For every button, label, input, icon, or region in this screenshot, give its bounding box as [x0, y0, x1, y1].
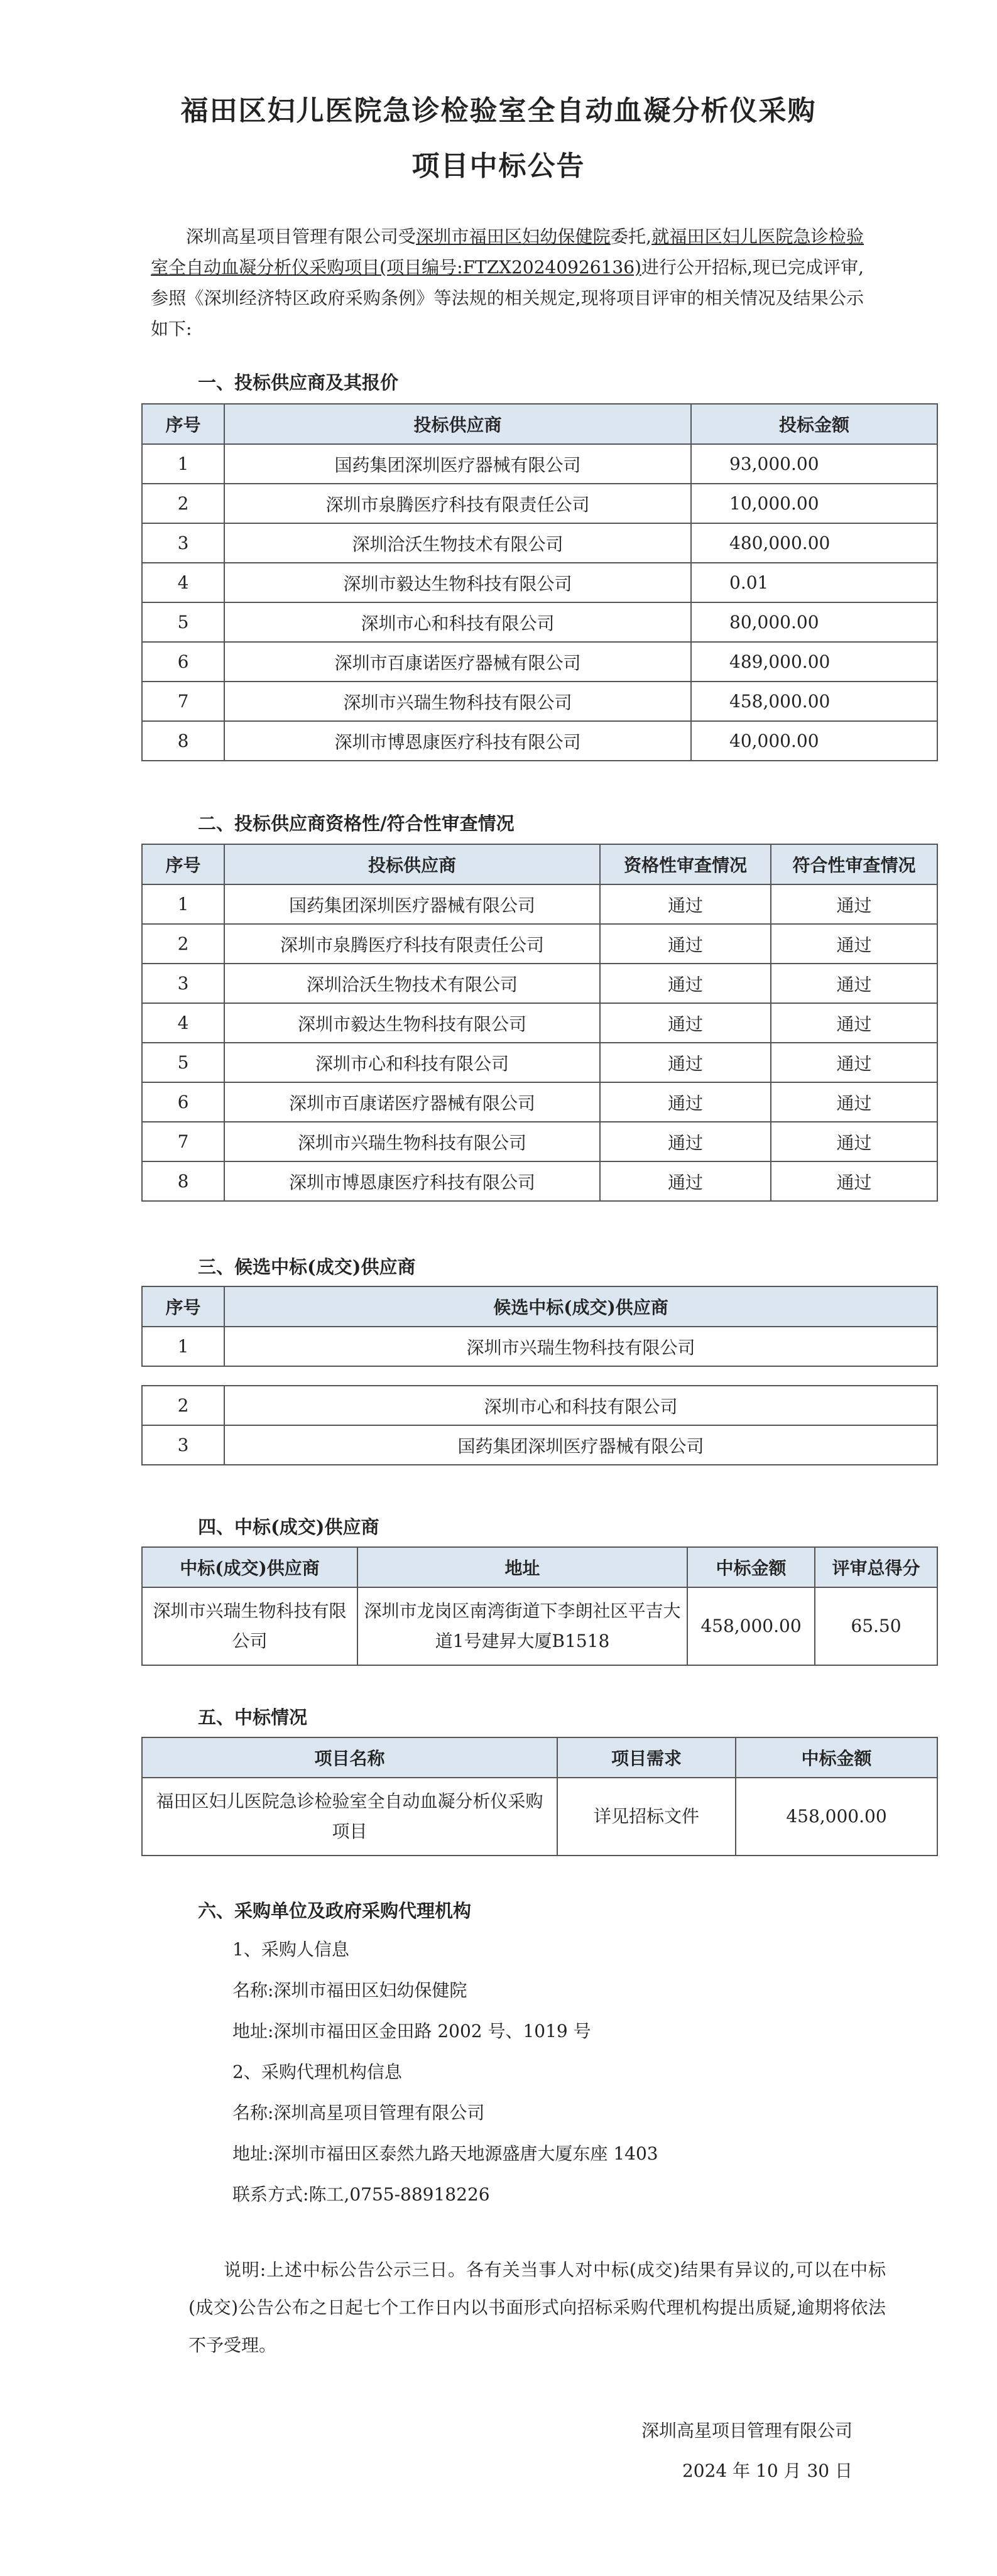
col-header-supplier: 投标供应商 — [224, 404, 691, 444]
table-header-row — [142, 1737, 937, 1778]
table-row — [142, 1386, 937, 1425]
cell-amount: 80,000.00 — [691, 602, 937, 642]
cell-compliance: 通过 — [771, 1161, 937, 1201]
cell-qualification: 通过 — [600, 884, 771, 924]
intro-paragraph — [151, 221, 864, 344]
col-header-requirement: 项目需求 — [557, 1737, 736, 1778]
cell-compliance: 通过 — [771, 1043, 937, 1082]
table-row — [142, 1778, 937, 1856]
table-row — [142, 1327, 937, 1366]
cell-amount: 40,000.00 — [691, 721, 937, 761]
col-header-project: 项目名称 — [142, 1737, 557, 1778]
table-row — [142, 1043, 937, 1082]
notice-remark: 说明:上述中标公告公示三日。各有关当事人对中标(成交)结果有异议的,可以在中标(成交)公告公布之日起七个工作日内以书面形式向招标采购代理机构提出质疑,逾期将依法不予受理。 — [188, 2259, 886, 2356]
cell-candidate: 国药集团深圳医疗器械有限公司 — [224, 1425, 937, 1465]
table-row — [142, 602, 937, 642]
cell-amount: 458,000.00 — [687, 1587, 815, 1665]
table-row — [142, 523, 937, 563]
cell-index: 1 — [142, 884, 224, 924]
signature-org: 深圳高星项目管理有限公司 — [641, 2420, 853, 2441]
cell-index: 8 — [142, 1161, 224, 1201]
col-header-index: 序号 — [142, 404, 224, 444]
cell-index: 5 — [142, 602, 224, 642]
cell-index: 2 — [142, 1386, 224, 1425]
cell-project: 福田区妇儿医院急诊检验室全自动血凝分析仪采购项目 — [142, 1778, 557, 1856]
section-3-heading: 三、候选中标(成交)供应商 — [198, 1256, 416, 1278]
cell-supplier: 深圳市毅达生物科技有限公司 — [224, 1003, 600, 1043]
cell-supplier: 深圳市兴瑞生物科技有限公司 — [224, 1122, 600, 1161]
candidate-table-bottom — [141, 1385, 938, 1465]
agency-contact: 联系方式:陈工,0755-88918226 — [232, 2184, 490, 2205]
cell-requirement: 详见招标文件 — [557, 1778, 736, 1856]
table-row — [142, 1122, 937, 1161]
purchaser-name: 名称:深圳市福田区妇幼保健院 — [232, 1980, 467, 2001]
cell-qualification: 通过 — [600, 1122, 771, 1161]
intro-client: 深圳市福田区妇幼保健院 — [416, 226, 611, 247]
bid-price-table — [141, 403, 938, 761]
table-row — [142, 484, 937, 523]
col-header-amount: 投标金额 — [691, 404, 937, 444]
table-row — [142, 884, 937, 924]
table-header-row — [142, 1286, 937, 1327]
cell-amount: 480,000.00 — [691, 523, 937, 563]
intro-part-2: 委托, — [610, 226, 652, 247]
table-row — [142, 1003, 937, 1043]
cell-index: 6 — [142, 1082, 224, 1122]
agency-address: 地址:深圳市福田区泰然九路天地源盛唐大厦东座 1403 — [232, 2143, 658, 2164]
section-1-heading: 一、投标供应商及其报价 — [198, 372, 399, 393]
cell-supplier: 深圳市兴瑞生物科技有限公司 — [224, 682, 691, 721]
cell-compliance: 通过 — [771, 964, 937, 1003]
cell-index: 2 — [142, 924, 224, 964]
cell-index: 5 — [142, 1043, 224, 1082]
table-row — [142, 682, 937, 721]
section-4-heading: 四、中标(成交)供应商 — [198, 1516, 379, 1538]
cell-index: 6 — [142, 642, 224, 682]
section-2-heading: 二、投标供应商资格性/符合性审查情况 — [198, 813, 515, 834]
cell-compliance: 通过 — [771, 1082, 937, 1122]
cell-index: 7 — [142, 682, 224, 721]
title-line-2: 项目中标公告 — [411, 150, 586, 182]
cell-amount: 458,000.00 — [691, 682, 937, 721]
agency-info-heading: 2、采购代理机构信息 — [232, 2062, 402, 2082]
cell-qualification: 通过 — [600, 1082, 771, 1122]
cell-supplier: 深圳洽沃生物技术有限公司 — [224, 523, 691, 563]
cell-qualification: 通过 — [600, 1003, 771, 1043]
cell-supplier: 国药集团深圳医疗器械有限公司 — [224, 884, 600, 924]
intro-part-1: 深圳高星项目管理有限公司受 — [186, 226, 417, 247]
cell-qualification: 通过 — [600, 1043, 771, 1082]
cell-supplier: 深圳洽沃生物技术有限公司 — [224, 964, 600, 1003]
cell-compliance: 通过 — [771, 1122, 937, 1161]
qualification-review-table — [141, 844, 938, 1202]
cell-amount: 489,000.00 — [691, 642, 937, 682]
cell-supplier: 深圳市心和科技有限公司 — [224, 602, 691, 642]
cell-compliance: 通过 — [771, 1003, 937, 1043]
table-row — [142, 964, 937, 1003]
cell-amount: 93,000.00 — [691, 444, 937, 484]
table-header-row — [142, 404, 937, 444]
cell-amount: 0.01 — [691, 563, 937, 602]
cell-qualification: 通过 — [600, 964, 771, 1003]
cell-supplier: 深圳市博恩康医疗科技有限公司 — [224, 1161, 600, 1201]
agency-name: 名称:深圳高星项目管理有限公司 — [232, 2102, 485, 2123]
cell-qualification: 通过 — [600, 924, 771, 964]
cell-amount: 458,000.00 — [736, 1778, 937, 1856]
col-header-supplier: 投标供应商 — [224, 844, 600, 884]
table-row — [142, 721, 937, 761]
cell-index: 8 — [142, 721, 224, 761]
col-header-address: 地址 — [357, 1547, 687, 1587]
table-row — [142, 444, 937, 484]
cell-supplier: 深圳市博恩康医疗科技有限公司 — [224, 721, 691, 761]
cell-qualification: 通过 — [600, 1161, 771, 1201]
table-header-row — [142, 844, 937, 884]
col-header-compliance: 符合性审查情况 — [771, 844, 937, 884]
table-row — [142, 1161, 937, 1201]
title-line-1: 福田区妇儿医院急诊检验室全自动血凝分析仪采购 — [180, 95, 817, 127]
intro-part-3: 进行公开招标,现已完成评审,参照《深圳经济特区政府采购条例》等法规的相关规定,现将项目评审的相关情况及结果公示如下: — [151, 257, 864, 339]
candidate-table-top — [141, 1286, 938, 1367]
cell-supplier: 深圳市毅达生物科技有限公司 — [224, 563, 691, 602]
cell-supplier: 国药集团深圳医疗器械有限公司 — [224, 444, 691, 484]
signature-date: 2024 年 10 月 30 日 — [682, 2460, 853, 2481]
intro-project-ref: 就福田区妇儿医院急诊检验室全自动血凝分析仪采购项目(项目编号:FTZX20240926136) — [151, 226, 864, 278]
table-row — [142, 1587, 937, 1665]
cell-index: 2 — [142, 484, 224, 523]
col-header-amount: 中标金额 — [736, 1737, 937, 1778]
cell-index: 4 — [142, 1003, 224, 1043]
cell-compliance: 通过 — [771, 924, 937, 964]
table-row — [142, 1082, 937, 1122]
section-5-heading: 五、中标情况 — [198, 1707, 308, 1728]
table-row — [142, 1425, 937, 1465]
cell-index: 3 — [142, 523, 224, 563]
winning-supplier-table — [141, 1546, 938, 1666]
cell-supplier: 深圳市泉腾医疗科技有限责任公司 — [224, 484, 691, 523]
section-6-heading: 六、采购单位及政府采购代理机构 — [198, 1900, 472, 1921]
table-row — [142, 563, 937, 602]
award-details-table — [141, 1737, 938, 1856]
purchaser-info-heading: 1、采购人信息 — [232, 1939, 349, 1960]
cell-index: 3 — [142, 964, 224, 1003]
col-header-index: 序号 — [142, 844, 224, 884]
cell-index: 7 — [142, 1122, 224, 1161]
cell-supplier: 深圳市百康诺医疗器械有限公司 — [224, 642, 691, 682]
cell-supplier: 深圳市心和科技有限公司 — [224, 1043, 600, 1082]
cell-supplier: 深圳市百康诺医疗器械有限公司 — [224, 1082, 600, 1122]
cell-index: 1 — [142, 444, 224, 484]
cell-amount: 10,000.00 — [691, 484, 937, 523]
col-header-score: 评审总得分 — [815, 1547, 937, 1587]
cell-supplier: 深圳市泉腾医疗科技有限责任公司 — [224, 924, 600, 964]
col-header-index: 序号 — [142, 1286, 224, 1327]
cell-winner: 深圳市兴瑞生物科技有限公司 — [142, 1587, 357, 1665]
cell-index: 1 — [142, 1327, 224, 1366]
col-header-winner: 中标(成交)供应商 — [142, 1547, 357, 1587]
purchaser-address: 地址:深圳市福田区金田路 2002 号、1019 号 — [232, 2021, 591, 2041]
cell-index: 3 — [142, 1425, 224, 1465]
table-row — [142, 642, 937, 682]
cell-index: 4 — [142, 563, 224, 602]
col-header-qualification: 资格性审查情况 — [600, 844, 771, 884]
col-header-amount: 中标金额 — [687, 1547, 815, 1587]
col-header-candidate: 候选中标(成交)供应商 — [224, 1286, 937, 1327]
cell-score: 65.50 — [815, 1587, 937, 1665]
cell-candidate: 深圳市心和科技有限公司 — [224, 1386, 937, 1425]
table-row — [142, 924, 937, 964]
cell-address: 深圳市龙岗区南湾街道下李朗社区平吉大道1号建昇大厦B1518 — [357, 1587, 687, 1665]
table-header-row — [142, 1547, 937, 1587]
cell-compliance: 通过 — [771, 884, 937, 924]
cell-candidate: 深圳市兴瑞生物科技有限公司 — [224, 1327, 937, 1366]
